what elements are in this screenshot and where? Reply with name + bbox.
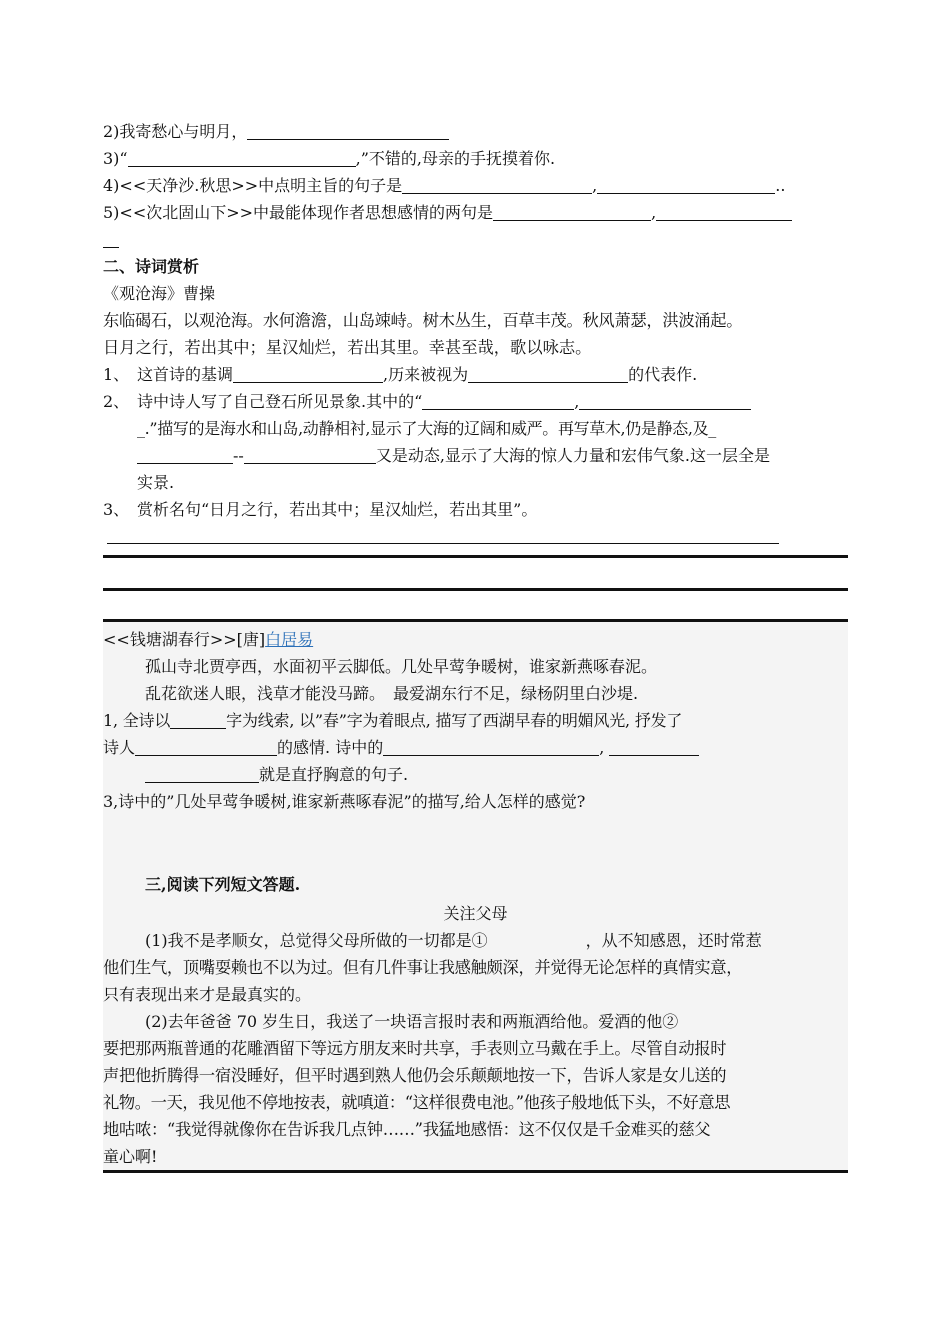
article-p2-line-2: 要把那两瓶普通的花雕酒留下等远方朋友来时共享，手表则立马戴在手上。尽管自动报时 — [103, 1039, 727, 1058]
item-3 — [103, 145, 848, 172]
author-link[interactable]: 白居易 — [265, 630, 314, 649]
question-2-text-a: 诗中诗人写了自己登石所见景象.其中的“ — [137, 392, 423, 411]
question-2 — [103, 388, 848, 415]
item-5-blank-2[interactable] — [656, 202, 792, 221]
item-5-prefix: 5)<<次北固山下>>中最能体现作者思想感情的两句是 — [103, 203, 494, 222]
qiantang-q1-blank-4[interactable] — [609, 737, 699, 756]
article-p2-line-3: 声把他折腾得一宿没睡好，但平时遇到熟人他仍会乐颠颠地按一下，告诉人家是女儿送的 — [103, 1066, 727, 1085]
question-2-blank-2[interactable] — [579, 391, 751, 410]
section-2-heading: 二、诗词赏析 — [103, 257, 200, 276]
qiantang-q1-text-a: 1, 全诗以 — [103, 711, 171, 730]
qiantang-q1-comma: , — [599, 738, 610, 757]
item-5-comma: , — [651, 203, 657, 222]
section-3-heading: 三,阅读下列短文答题. — [145, 875, 301, 894]
qiantang-q1-blank-2[interactable] — [135, 737, 277, 756]
qiantang-q1-text-d: 的感情. 诗中的 — [277, 738, 384, 757]
qiantang-q1-line-1 — [103, 707, 848, 734]
item-4-suffix: .. — [775, 176, 786, 195]
item-2 — [103, 118, 848, 145]
article-p2-line-1: (2)去年爸爸 70 岁生日，我送了一块语言报时表和两瓶酒给他。爱酒的他② — [145, 1012, 679, 1031]
question-2-blank-4[interactable] — [244, 445, 376, 464]
poem-line-2: 日月之行，若出其中；星汉灿烂，若出其里。幸甚至哉，歌以咏志。 — [103, 338, 592, 357]
qiantang-title — [103, 626, 848, 653]
document-page — [103, 112, 848, 1173]
qiantang-q1-text-b: 字为线索, 以”春”字为着眼点, 描写了西湖早春的明媚风光, 抒发了 — [226, 711, 683, 730]
item-4 — [103, 172, 848, 199]
question-2-comma: , — [574, 392, 580, 411]
article-p1-text-b: ，从不知感恩，还时常惹 — [585, 931, 762, 950]
qiantang-title-text: <<钱塘湖春行>>[唐] — [103, 630, 266, 649]
qiantang-section — [103, 622, 848, 1170]
item-4-blank-1[interactable] — [402, 175, 592, 194]
item-3-blank[interactable] — [128, 148, 356, 167]
qiantang-q1-line-2 — [103, 734, 848, 761]
question-1-number: 1、 — [103, 365, 130, 384]
article-p1-line-2: 他们生气，顶嘴耍赖也不以为过。但有几件事让我感触颇深，并觉得无论怎样的真情实意， — [103, 958, 743, 977]
question-2-number: 2、 — [103, 392, 130, 411]
question-1-blank-1[interactable] — [233, 364, 383, 383]
qiantang-q1-text-f: 就是直抒胸意的句子. — [259, 765, 409, 784]
qiantang-line-1: 孤山寺北贾亭西，水面初平云脚低。几处早莺争暖树，谁家新燕啄春泥。 — [145, 657, 658, 676]
question-2-blank-1[interactable] — [422, 391, 574, 410]
article-title: 关注父母 — [443, 904, 508, 923]
item-5-blank-1[interactable] — [493, 202, 651, 221]
article-p2-line-6: 童心啊! — [103, 1147, 158, 1166]
item-5-blank-2-cont[interactable] — [103, 229, 119, 248]
question-3 — [103, 496, 848, 523]
item-5-continued — [103, 226, 848, 253]
item-3-prefix: 3)“ — [103, 149, 128, 168]
article-p1-line-3: 只有表现出来才是最真实的。 — [103, 985, 312, 1004]
item-4-comma: , — [592, 176, 598, 195]
article-p1-text-a: (1)我不是孝顺女，总觉得父母所做的一切都是① — [145, 931, 488, 950]
separator-4 — [103, 1170, 848, 1173]
item-2-blank[interactable] — [247, 121, 449, 140]
question-2-text-e: 又是动态,显示了大海的惊人力量和宏伟气象.这一层全是 — [375, 446, 770, 465]
question-3-number: 3、 — [103, 500, 130, 519]
question-1-text-a: 这首诗的基调 — [137, 365, 234, 384]
article-p1-line-1 — [103, 927, 848, 954]
poem-title: 《观沧海》曹操 — [103, 284, 216, 303]
qiantang-line-2: 乱花欲迷人眼，浅草才能没马蹄。 最爱湖东行不足，绿杨阴里白沙堤. — [145, 684, 639, 703]
item-3-suffix: ,”不错的,母亲的手抚摸着你. — [355, 149, 556, 168]
qiantang-q1-blank-3[interactable] — [383, 737, 599, 756]
item-2-text: 2)我寄愁心与明月， — [103, 122, 248, 141]
question-2-line-3 — [103, 442, 848, 469]
question-3-text: 赏析名句“日月之行，若出其中；星汉灿烂，若出其里”。 — [137, 500, 538, 519]
question-1-text-b: ,历来被视为 — [383, 365, 469, 384]
article-p2-line-5: 地咕哝：“我觉得就像你在告诉我几点钟……”我猛地感悟：这不仅仅是千金难买的慈父 — [103, 1120, 711, 1139]
poem-line-1: 东临碣石，以观沧海。水何澹澹，山岛竦峙。树木丛生，百草丰茂。秋风萧瑟，洪波涌起。 — [103, 311, 743, 330]
qiantang-q3: 3,诗中的”几处早莺争暖树,谁家新燕啄春泥”的描写,给人怎样的感觉? — [103, 792, 586, 811]
question-1 — [103, 361, 848, 388]
question-2-line-2 — [103, 415, 848, 442]
question-1-blank-2[interactable] — [468, 364, 628, 383]
answer-line[interactable] — [107, 523, 779, 544]
item-4-prefix: 4)<<天净沙.秋思>>中点明主旨的句子是 — [103, 176, 403, 195]
question-2-text-c: _.”描写的是海水和山岛,动静相衬,显示了大海的辽阔和威严。再写草木,仍是静态,及_ — [137, 419, 716, 438]
qiantang-q1-text-c: 诗人 — [103, 738, 136, 757]
question-1-text-c: 的代表作. — [628, 365, 698, 384]
qiantang-q1-blank-1[interactable] — [170, 710, 226, 729]
qiantang-q1-blank-4-cont[interactable] — [145, 764, 259, 783]
article-p2-line-4: 礼物。一天，我见他不停地按表，就嗔道：“这样很费电池。”他孩子般地低下头，不好意思 — [103, 1093, 731, 1112]
question-2-blank-3[interactable] — [137, 445, 233, 464]
question-2-line-4: 实景. — [137, 473, 175, 492]
qiantang-q1-line-3 — [103, 761, 848, 788]
item-4-blank-2[interactable] — [597, 175, 775, 194]
question-2-dash: -- — [233, 446, 244, 465]
item-5 — [103, 199, 848, 226]
